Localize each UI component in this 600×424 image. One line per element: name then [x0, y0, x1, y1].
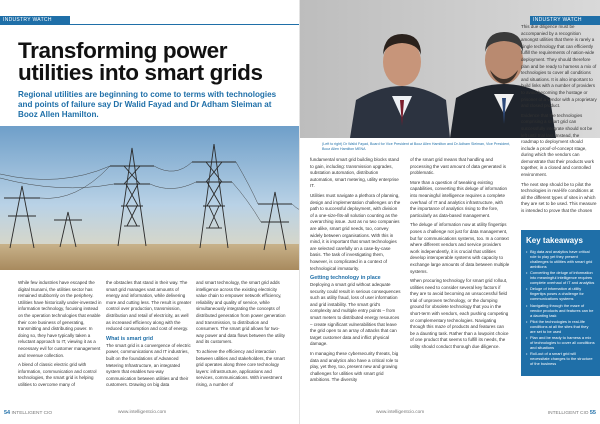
left-col-2 [106, 280, 192, 392]
headline: Transforming power utilities into smart grids [18, 38, 263, 85]
left-col-1 [18, 280, 102, 392]
key-point: • Big data and analytics have critical role to play yet they present challenges to utilities with smart grid ambitions [526, 249, 595, 269]
standfirst: Regional utilities are beginning to come to terms with technologies and points of failure say Dr Walid Fayad and Dr Adham Sleiman at Booz Allen Hamilton. [18, 90, 277, 119]
paragraph: The smart grid is a convergence of electric power, communications and IT industries, built on the foundations of Advanced Metering Infrastructure, an integrated system that enables two-way communication between utilities and their customers. Drawing on big data [106, 342, 191, 388]
paragraph: To achieve the efficiency and interaction between utilities and stakeholders, the smart grid operates along three core technology layers: infrastructure, applications and services, communications. With investment rising, a number of [196, 348, 285, 387]
key-takeaways-box [521, 230, 600, 376]
folio-right [548, 410, 596, 416]
paragraph: the obstacles that stand in their way. The smart grid manages vast amounts of energy and information, while delivering more and cutting less. The result is greater control over production, transmission, distribution and retail of electricity, as well as increased efficiency along with the reduced consumption and cost of energy. [106, 280, 192, 332]
page-number: 54 [4, 410, 11, 416]
right-col-1 [310, 157, 402, 387]
paragraph: of the smart grid means that handling and processing the vast amount of data generated is problematic. [410, 157, 507, 176]
paragraph: More than a question of tweaking existing capabilities, converting this deluge of information into meaningful intelligence requires a complete overhaul of IT and analytics infrastructure, with the importance of analytics rising to the fore, particularly as data-based management. [410, 179, 508, 218]
section-tag: INDUSTRY WATCH [0, 16, 70, 25]
paragraph: When procuring technology for smart grid rollout, utilities need to consider several key factors if they are to avoid becoming an unsuccessful field trial of unproven technology, or the dumping ground for obsolete technology that you in the short-term with vendors, each pushing competing or complementary technologies. Navigating through this maze of products and features can be a daunting task. Rather than a lowpoint choice of one product that seems to fulfill its needs, the utility should conduct thorough due diligence. [410, 278, 509, 350]
paragraph: In managing these cybersecurity threats, big data and analytics also have a critical role to play, yet they, too, present new and growing challenges for utilities with smart grid ambitions. The diversity [310, 351, 399, 383]
paragraph: This due diligence must be accompanied by a recognition amongst utilities that there is rarely a single technology that can efficiently fulfill the requirements of nation-wide deployment. They should therefore plan and be ready to harness a mix of technologies to cover all conditions and situations. It is also important to build links with a number of providers to avoid becoming the hostage or prisoner of a vendor with a proprietary and closed product. [521, 24, 597, 109]
right-col-3 [521, 24, 597, 218]
subhead-getting-technology: Getting technology in place [310, 275, 381, 282]
paragraph: fundamental smart grid building blocks stand to gain, including: transmission upgrades, substation automation, distribution automation, smart metering, utility enterprise IT. [310, 157, 400, 189]
paragraph: Utilities must navigate a plethora of planning, design and implementation challenges on the path to successful deployment, with division of a one-size-fits-all solution counting as the overarching issue. Just as no two companies are alike, smart grid needs, too, convey widely between organisations. With this in mind, it is important that smart technologies are selected carefully on a case-by-case basis. The task of investigating them, however, is complicated in a context of technological immaturity. [310, 192, 401, 271]
key-point: • Roll-out of a smart grid will necessitate changes to the structure of the business [526, 351, 595, 366]
right-col-2 [410, 157, 510, 354]
subhead-what-is-smart-grid: What is smart grid [106, 335, 154, 342]
tag-rule [70, 24, 300, 25]
key-point: • Pilot the technologies in real-life conditions at all the sites that they are set to be used [526, 319, 595, 334]
paragraph: The deluge of information now at utility fingertips poses a challenge not just for data management, but for communications systems, too. In a context where different vendors and service providers work independently, it is crucial that utilities develop interoperable systems with capacity to exchange large amounts of data between multiple systems. [410, 222, 510, 274]
paragraph: and smart technology, the smart grid adds intelligence across the existing electricity value chain to empower network efficiency, reliability and quality of service, while simultaneously integrating the concepts of distributed generation from power generation and transmission, to distribution and consumers. The smart grid allows for two-way power and data flows between the utility and its customers. [196, 280, 286, 345]
left-col-3 [196, 280, 286, 392]
folio-url-left: www.intelligentcio.com [118, 410, 167, 415]
page-number: 55 [589, 410, 596, 416]
key-takeaways-title: Key takeaways [526, 236, 583, 245]
key-point: • Converting the deluge of information into meaningful intelligence requires complete overhaul of IT and analytics [526, 270, 595, 285]
key-takeaways-list [526, 249, 595, 366]
folio-url-right: www.intelligentcio.com [376, 410, 425, 415]
key-point: • Deluge of information at utility fingertips poses a challenge for communications systems [526, 286, 595, 301]
paragraph: While few industries have escaped the digital tsunami, the utilities sector has remained stubbornly on the periphery. Utilities have historically under-invested in information technology, focusing instead on the operation technologies that enable their core business of generating, transmitting and distributing power. In doing so, they have typically taken a reluctant approach to IT, viewing it as a necessary evil for customer management and revenue collection. [18, 280, 102, 358]
right-page [300, 0, 600, 424]
paragraph: Evidence that the technologies comprising a smart grid can successfully integrate should not be left until trial last. Instead, the roadmap to deployment should include a proof-of-concept stage, during which the vendors can demonstrate that their products work together, in a closed and controlled environment. [521, 112, 595, 178]
photo-caption: (Left to right) Dr Walid Fayad, Board for Vice President at Booz Allen Hamilton and Dr Adham Sleiman, Vice President, Booz Allen Hamilton MENA [322, 142, 511, 151]
folio-left [4, 410, 52, 416]
magazine-name: INTELLIGENT CIO [547, 411, 589, 416]
paragraph: Deploying a smart grid without adequate security could result in serious consequences such as utility fraud, loss of user information and grid instability. The smart grid's complexity and multiple entry points – from smart meters to distributed energy resources – create significant vulnerabilities that leave the grid open to an array of attacks that can target customer data and inflict physical damage. [310, 282, 401, 347]
paragraph: The next step should be to pilot the technologies in real-life conditions at all the different types of sites in which they are set to be used. This measure is intended to prove that the chosen [521, 181, 597, 214]
key-point: • Navigating through the maze of vendor products and features can be a daunting task [526, 303, 595, 318]
section-tag: INDUSTRY WATCH [530, 16, 600, 25]
magazine-name: INTELLIGENT CIO [11, 411, 53, 416]
pylon-photo-image [0, 126, 300, 270]
paragraph: A blend of classic electric grid with information, communication and control technologies, the smart grid is helping utilities to overcome many of [18, 362, 97, 387]
pylon-photo [0, 126, 300, 270]
key-point: • Plan and be ready to harness a mix of technologies to cover all conditions and situations [526, 335, 595, 350]
